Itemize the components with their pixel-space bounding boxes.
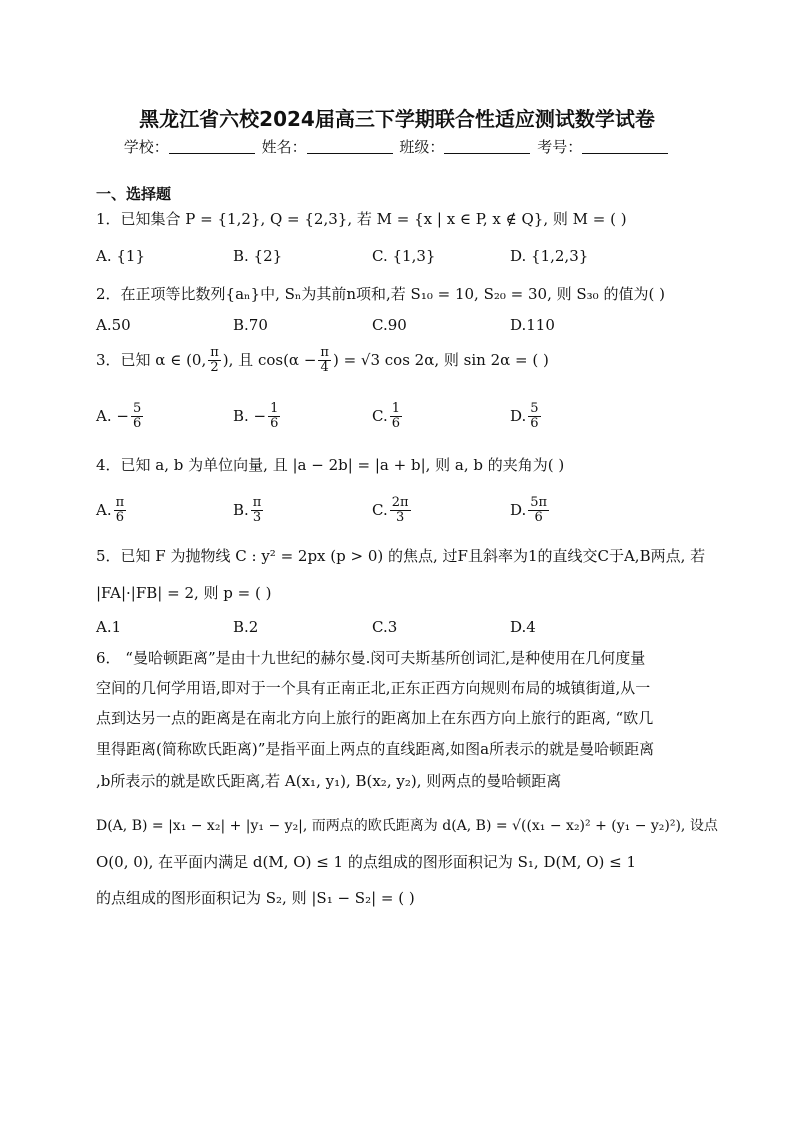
- question-3-stem: [96, 346, 549, 376]
- question-1-stem: 1．已知集合 P = {1,2}, Q = {2,3}, 若 M = {x | x ∈ P, x ∉ Q}, 则 M = ( ): [96, 210, 627, 228]
- q3-frac1-den: 2: [210, 360, 219, 376]
- question-2-stem: 2．在正项等比数列{aₙ}中, Sₙ为其前n项和,若 S₁₀ = 10, S₂₀ = 30, 则 S₃₀ 的值为( ): [96, 285, 665, 303]
- q3-a-num: 5: [132, 401, 142, 416]
- q4-c-frac: [390, 496, 411, 526]
- q5-option-a[interactable]: A.1: [96, 618, 122, 636]
- q6-line-5: ,b所表示的就是欧氏距离,若 A(x₁, y₁), B(x₂, y₂), 则两点的曼哈顿距离: [96, 772, 562, 790]
- q4-b-num: π: [252, 495, 262, 510]
- q4-d-label: D.: [510, 500, 527, 519]
- student-info-row: [0, 136, 794, 157]
- q4-b-frac: [251, 496, 264, 526]
- q3-a-label: A. −: [96, 406, 129, 425]
- q6-line-4: 里得距离(简称欧氏距离)”是指平面上两点的直线距离,如图a所表示的就是曼哈顿距离: [96, 740, 655, 758]
- q4-a-den: 6: [115, 510, 125, 526]
- q4-d-frac: [528, 496, 549, 526]
- q4-a-num: π: [115, 495, 125, 510]
- q5-option-d[interactable]: D.4: [510, 618, 536, 636]
- q4-a-frac: [114, 496, 127, 526]
- q1-option-b[interactable]: B. {2}: [233, 247, 283, 265]
- q5-option-b[interactable]: B.2: [233, 618, 259, 636]
- q3-c-frac: [390, 402, 402, 432]
- q3-d-label: D.: [510, 406, 527, 425]
- q3-option-c[interactable]: [372, 402, 404, 432]
- q1-option-d[interactable]: D. {1,2,3}: [510, 247, 589, 265]
- q1-option-a[interactable]: A. {1}: [96, 247, 145, 265]
- q6-line-6: D(A, B) = |x₁ − x₂| + |y₁ − y₂|, 而两点的欧氏距离为 d(A, B) = √((x₁ − x₂)² + (y₁ − y₂)²), 设点: [96, 818, 718, 834]
- q5-option-c[interactable]: C.3: [372, 618, 398, 636]
- q3-b-label: B. −: [233, 406, 267, 425]
- q4-option-a[interactable]: [96, 496, 128, 526]
- q3-frac1-num: π: [210, 345, 219, 360]
- q2-option-d[interactable]: D.110: [510, 316, 555, 334]
- q3-b-num: 1: [270, 401, 279, 416]
- q3-d-frac: [528, 402, 540, 432]
- q3-frac-pi-2: [208, 346, 221, 376]
- q6-line-2: 空间的几何学用语,即对于一个具有正南正北,正东正西方向规则布局的城镇街道,从一: [96, 679, 651, 697]
- q4-b-label: B.: [233, 500, 249, 519]
- q4-c-label: C.: [372, 500, 388, 519]
- q2-option-a[interactable]: A.50: [96, 316, 131, 334]
- q4-d-den: 6: [534, 510, 543, 526]
- q1-option-c[interactable]: C. {1,3}: [372, 247, 436, 265]
- q3-option-a[interactable]: [96, 402, 145, 432]
- question-5-stem-line1: 5．已知 F 为抛物线 C : y² = 2px (p > 0) 的焦点, 过F且斜率为1的直线交C于A,B两点, 若: [96, 547, 706, 565]
- q6-line-3: 点到达另一点的距离是在南北方向上旅行的距离加上在东西方向上旅行的距离, “欧几: [96, 709, 654, 727]
- q3-a-frac: [131, 402, 143, 432]
- q3-b-frac: [268, 402, 280, 432]
- question-4-stem: 4．已知 a, b 为单位向量, 且 |a − 2b| = |a + b|, 则 a, b 的夹角为( ): [96, 456, 565, 474]
- exam-number-label: 考号：: [537, 138, 583, 156]
- q4-d-num: 5π: [530, 495, 548, 510]
- school-label: 学校：: [123, 138, 169, 156]
- q2-option-b[interactable]: B.70: [233, 316, 268, 334]
- q4-c-num: 2π: [391, 495, 409, 510]
- q3-a-den: 6: [132, 416, 142, 432]
- q3-c-den: 6: [391, 416, 400, 432]
- q3-frac-pi-4: [318, 346, 331, 376]
- q3-b-den: 6: [270, 416, 279, 432]
- class-blank[interactable]: [444, 139, 530, 154]
- name-label: 姓名：: [261, 138, 307, 156]
- q6-line-1: 6． “曼哈顿距离”是由十九世纪的赫尔曼.闵可夫斯基所创词汇,是种使用在几何度量: [96, 649, 646, 667]
- q3-stem-part-b: ), 且 cos(α −: [222, 350, 317, 369]
- class-label: 班级：: [399, 138, 445, 156]
- q3-stem-part-a: 3．已知 α ∈ (0,: [96, 350, 207, 369]
- page-title: 黑龙江省六校2024届高三下学期联合性适应测试数学试卷: [139, 107, 655, 131]
- q3-d-num: 5: [530, 401, 539, 416]
- q3-frac2-num: π: [320, 345, 329, 360]
- q6-line-8: 的点组成的图形面积记为 S₂, 则 |S₁ − S₂| = ( ): [96, 889, 415, 907]
- q3-c-label: C.: [372, 406, 388, 425]
- school-blank[interactable]: [169, 139, 255, 154]
- q4-option-b[interactable]: [233, 496, 265, 526]
- q3-frac2-den: 4: [320, 360, 329, 376]
- name-blank[interactable]: [307, 139, 393, 154]
- q4-c-den: 3: [395, 510, 405, 526]
- q3-c-num: 1: [391, 401, 400, 416]
- section-heading: 一、选择题: [96, 185, 172, 203]
- question-5-stem-line2: |FA|·|FB| = 2, 则 p = ( ): [96, 584, 272, 602]
- q2-option-c[interactable]: C.90: [372, 316, 407, 334]
- q3-d-den: 6: [530, 416, 539, 432]
- q3-option-d[interactable]: [510, 402, 543, 432]
- exam-number-blank[interactable]: [582, 139, 668, 154]
- q6-line-7: O(0, 0), 在平面内满足 d(M, O) ≤ 1 的点组成的图形面积记为 S₁, D(M, O) ≤ 1: [96, 853, 637, 871]
- q4-b-den: 3: [252, 510, 262, 526]
- q3-option-b[interactable]: [233, 402, 282, 432]
- q3-stem-part-c: ) = √3 cos 2α, 则 sin 2α = ( ): [332, 350, 549, 369]
- q4-option-c[interactable]: [372, 496, 413, 526]
- q4-a-label: A.: [96, 500, 112, 519]
- q4-option-d[interactable]: [510, 496, 551, 526]
